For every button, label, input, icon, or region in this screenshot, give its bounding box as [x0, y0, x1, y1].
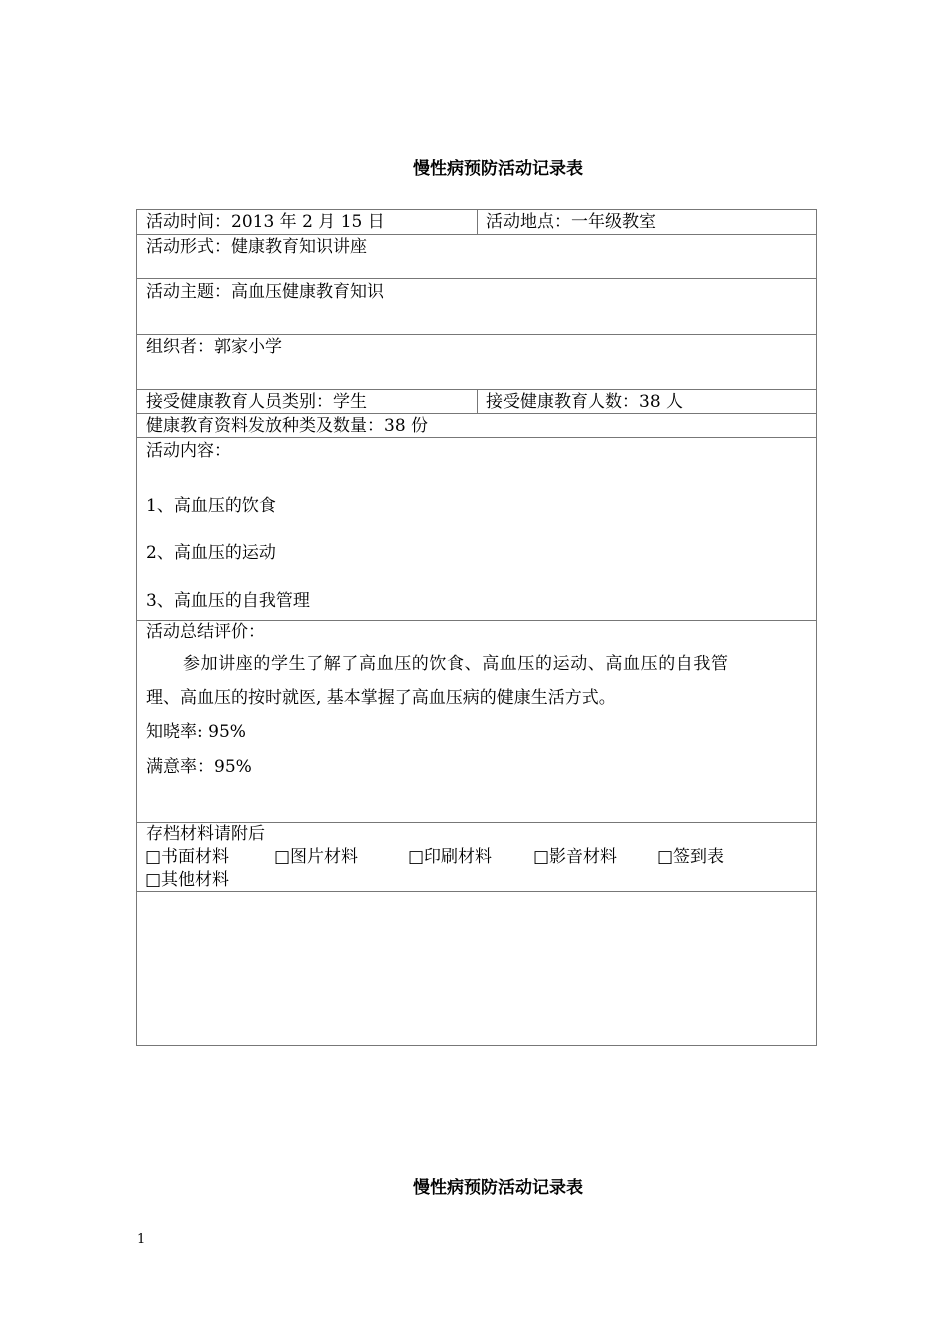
activity-form: 活动形式：健康教育知识讲座 — [146, 237, 367, 257]
page-number: 1 — [137, 1232, 146, 1247]
checkbox-picture-materials[interactable]: □图片材料 — [274, 847, 359, 867]
content-item: 1、高血压的饮食 — [146, 496, 276, 516]
content-item: 2、高血压的运动 — [146, 543, 276, 563]
materials-distributed: 健康教育资料发放种类及数量：38 份 — [146, 416, 429, 436]
activity-place: 活动地点：一年级教室 — [486, 212, 656, 232]
content-item: 3、高血压的自我管理 — [146, 591, 310, 611]
checkbox-other-materials[interactable]: □其他材料 — [145, 870, 230, 890]
summary-heading: 活动总结评价： — [146, 622, 265, 642]
checkbox-written-materials[interactable]: □书面材料 — [145, 847, 230, 867]
summary-line-1: 参加讲座的学生了解了高血压的饮食、高血压的运动、高血压的自我管 — [183, 654, 729, 674]
record-table — [136, 209, 817, 1046]
activity-time: 活动时间：2013 年 2 月 15 日 — [146, 212, 385, 232]
attachment-area — [137, 892, 816, 1045]
activity-theme: 活动主题：高血压健康教育知识 — [146, 282, 384, 302]
audience-type: 接受健康教育人员类别：学生 — [146, 392, 367, 412]
checkbox-audiovisual-materials[interactable]: □影音材料 — [533, 847, 618, 867]
document-title: 慢性病预防活动记录表 — [413, 159, 583, 179]
document-title-repeat: 慢性病预防活动记录表 — [413, 1178, 583, 1198]
organizer: 组织者：郭家小学 — [146, 337, 282, 357]
summary-line-2: 理、高血压的按时就医, 基本掌握了高血压病的健康生活方式。 — [146, 688, 616, 708]
checkbox-sign-in-sheet[interactable]: □签到表 — [657, 847, 725, 867]
satisfaction-rate: 满意率：95% — [146, 757, 252, 777]
archive-heading: 存档材料请附后 — [146, 824, 265, 844]
checkbox-printed-materials[interactable]: □印刷材料 — [408, 847, 493, 867]
audience-count: 接受健康教育人数：38 人 — [486, 392, 684, 412]
awareness-rate: 知晓率: 95% — [146, 722, 246, 742]
content-heading: 活动内容： — [146, 441, 231, 461]
